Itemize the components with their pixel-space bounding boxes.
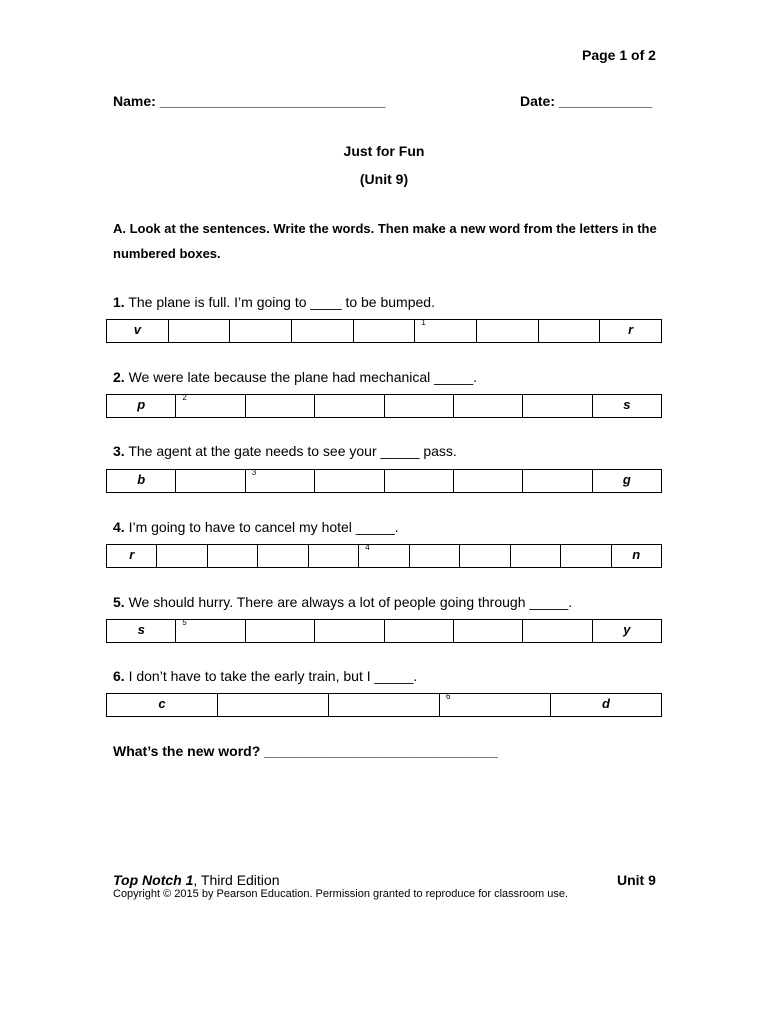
letter-box[interactable] <box>168 320 230 342</box>
letter-box[interactable] <box>291 320 353 342</box>
letter-box[interactable] <box>522 470 591 492</box>
letter-box[interactable] <box>409 545 459 567</box>
question-4 <box>113 519 399 535</box>
letter-box[interactable] <box>592 395 661 417</box>
question-text: I don’t have to take the early train, but I _____. <box>124 668 418 684</box>
letter-box[interactable] <box>328 694 439 716</box>
letter-box[interactable] <box>560 545 610 567</box>
book-edition: , Third Edition <box>193 872 280 888</box>
letter-box[interactable] <box>257 545 307 567</box>
letter-box[interactable] <box>245 620 314 642</box>
question-text: I’m going to have to cancel my hotel _____. <box>124 519 399 535</box>
given-letter: c <box>158 696 166 711</box>
given-letter: r <box>628 322 634 337</box>
question-text: We should hurry. There are always a lot of people going through _____. <box>124 594 573 610</box>
letter-box[interactable] <box>599 320 661 342</box>
letter-box[interactable] <box>384 620 453 642</box>
footer-book-title <box>113 872 280 888</box>
letter-row-1 <box>106 319 662 343</box>
worksheet-title: Just for Fun <box>343 143 425 159</box>
letter-box[interactable] <box>353 320 415 342</box>
given-letter: p <box>137 397 146 412</box>
question-2 <box>113 369 477 385</box>
letter-box[interactable] <box>592 470 661 492</box>
letter-box[interactable] <box>107 470 175 492</box>
given-letter: d <box>602 696 610 711</box>
question-text: We were late because the plane had mechanical _____. <box>124 369 477 385</box>
given-letter: r <box>129 547 135 562</box>
given-letter: v <box>133 322 141 337</box>
letter-box[interactable] <box>592 620 661 642</box>
letter-row-3 <box>106 469 662 493</box>
letter-box[interactable] <box>107 620 175 642</box>
letter-box[interactable] <box>175 620 244 642</box>
letter-box[interactable] <box>522 620 591 642</box>
question-number: 5. <box>113 594 125 610</box>
letter-box[interactable] <box>453 470 522 492</box>
question-number: 4. <box>113 519 125 535</box>
given-letter: y <box>623 622 631 637</box>
letter-row-4 <box>106 544 662 568</box>
box-number: 3 <box>251 468 257 477</box>
date-field: Date: ____________ <box>520 93 653 109</box>
question-number: 2. <box>113 369 125 385</box>
letter-box[interactable] <box>229 320 291 342</box>
letter-box[interactable] <box>538 320 600 342</box>
question-text: The agent at the gate needs to see your _____ pass. <box>124 443 457 459</box>
letter-box[interactable] <box>314 470 383 492</box>
given-letter: g <box>622 472 631 487</box>
letter-box[interactable] <box>384 470 453 492</box>
box-number: 6 <box>446 692 451 701</box>
letter-box[interactable] <box>459 545 509 567</box>
box-number: 1 <box>421 318 426 327</box>
letter-box[interactable] <box>107 395 175 417</box>
letter-box[interactable] <box>611 545 661 567</box>
box-number: 4 <box>365 543 370 552</box>
letter-box[interactable] <box>550 694 661 716</box>
letter-box[interactable] <box>358 545 408 567</box>
letter-box[interactable] <box>156 545 206 567</box>
letter-box[interactable] <box>245 470 314 492</box>
box-number: 2 <box>182 393 187 402</box>
letter-box[interactable] <box>217 694 328 716</box>
book-title: Top Notch 1 <box>113 872 194 888</box>
letter-box[interactable] <box>245 395 314 417</box>
footer-unit: Unit 9 <box>617 872 656 888</box>
letter-row-6 <box>106 693 662 717</box>
letter-box[interactable] <box>175 470 244 492</box>
letter-box[interactable] <box>414 320 476 342</box>
letter-box[interactable] <box>510 545 560 567</box>
letter-box[interactable] <box>207 545 257 567</box>
letter-row-5 <box>106 619 662 643</box>
question-text: The plane is full. I’m going to ____ to be bumped. <box>124 294 435 310</box>
letter-box[interactable] <box>314 620 383 642</box>
letter-box[interactable] <box>522 395 591 417</box>
given-letter: b <box>137 472 146 487</box>
question-number: 6. <box>113 668 125 684</box>
box-number: 5 <box>182 618 187 627</box>
letter-row-2 <box>106 394 662 418</box>
question-3 <box>113 443 457 459</box>
letter-box[interactable] <box>308 545 358 567</box>
instructions: A. Look at the sentences. Write the words. Then make a new word from the letters in the numbered boxes. <box>113 221 657 261</box>
question-5 <box>113 594 572 610</box>
letter-box[interactable] <box>175 395 244 417</box>
question-6 <box>113 668 417 684</box>
question-1 <box>113 294 435 310</box>
page-number: Page 1 of 2 <box>582 47 656 63</box>
letter-box[interactable] <box>453 395 522 417</box>
letter-box[interactable] <box>453 620 522 642</box>
letter-box[interactable] <box>476 320 538 342</box>
final-question: What’s the new word? ______________________________ <box>113 743 498 759</box>
letter-box[interactable] <box>314 395 383 417</box>
letter-box[interactable] <box>384 395 453 417</box>
given-letter: s <box>137 622 145 637</box>
copyright-notice: Copyright © 2015 by Pearson Education. Permission granted to reproduce for classroom use. <box>113 888 569 900</box>
letter-box[interactable] <box>439 694 550 716</box>
name-field: Name: _____________________________ <box>113 93 386 109</box>
question-number: 1. <box>113 294 125 310</box>
letter-box[interactable] <box>107 320 168 342</box>
letter-box[interactable] <box>107 694 217 716</box>
worksheet-unit: (Unit 9) <box>359 171 409 187</box>
question-number: 3. <box>113 443 125 459</box>
given-letter: s <box>623 397 631 412</box>
given-letter: n <box>632 547 641 562</box>
letter-box[interactable] <box>107 545 156 567</box>
